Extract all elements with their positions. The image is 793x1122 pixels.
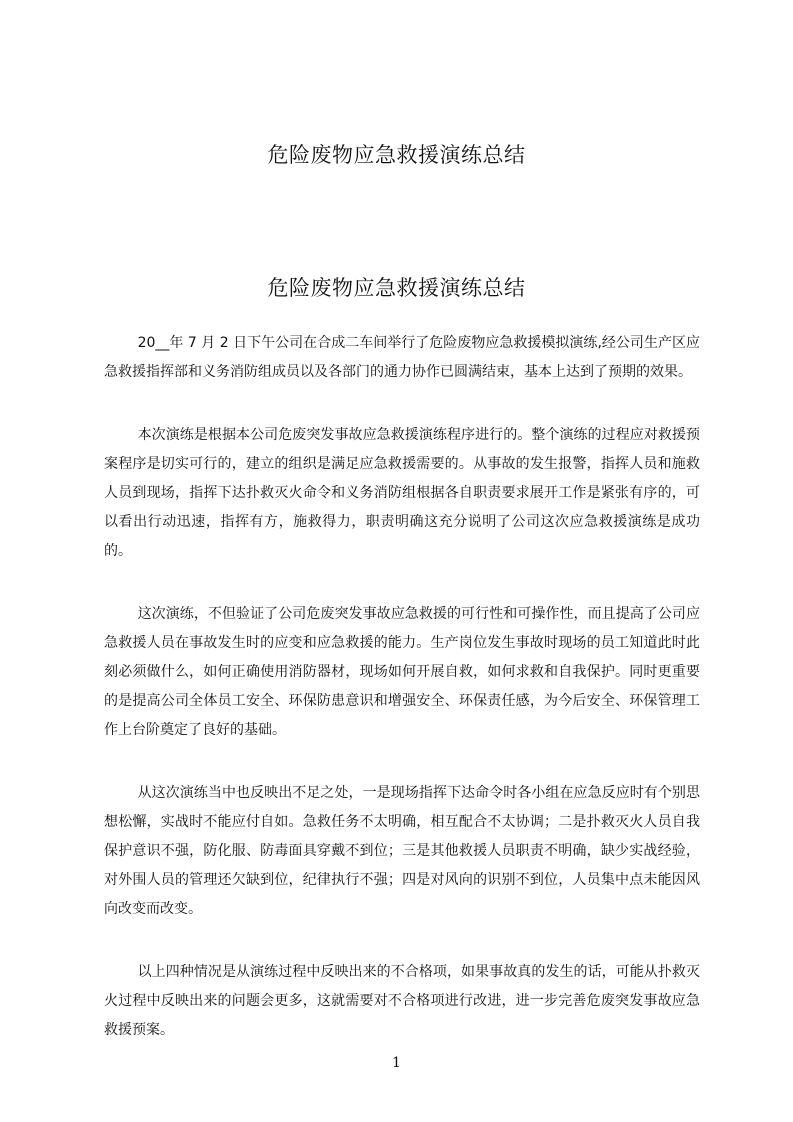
paragraph-1: 20__年 7 月 2 日下午公司在合成二车间举行了危险废物应急救援模拟演练,经公司生产区应急救援指挥部和义务消防组成员以及各部门的通力协作已圆满结束，基本上达到了预期的效果。 [104,335,700,380]
page-number: 1 [392,1055,401,1071]
paragraph-5: 以上四种情况是从演练过程中反映出来的不合格项，如果事故真的发生的话，可能从扑救灭火过程中反映出来的问题会更多，这就需要对不合格项进行改进，进一步完善危废突发事故应急救援预案。 [104,964,700,1038]
header-title: 危险废物应急救援演练总结 [267,143,526,167]
document-title: 危险废物应急救援演练总结 [267,276,526,300]
paragraph-4: 从这次演练当中也反映出不足之处，一是现场指挥下达命令时各小组在应急反应时有个别思想松懈，实战时不能应付自如。急救任务不太明确，相互配合不太协调；二是扑救灭火人员自我保护意识不强，防化服、防毒面具穿戴不到位；三是其他救援人员职责不明确，缺少实战经验，对外围人员的管理还欠缺到位，纪律执行不强；四是对风向的识别不到位，人员集中点未能因风向改变而改变。 [104,785,700,917]
paragraph-2: 本次演练是根据本公司危废突发事故应急救援演练程序进行的。整个演练的过程应对救援预案程序是切实可行的，建立的组织是满足应急救援需要的。从事故的发生报警，指挥人员和施救人员到现场，指挥下达扑救灭火命令和义务消防组根据各自职责要求展开工作是紧张有序的，可以看出行动迅速，指挥有方，施救得力，职责明确这充分说明了公司这次应急救援演练是成功的。 [104,427,700,559]
paragraph-3: 这次演练，不但验证了公司危废突发事故应急救援的可行性和可操作性，而且提高了公司应急救援人员在事故发生时的应变和应急救援的能力。生产岗位发生事故时现场的员工知道此时此刻必须做什么，如何正确使用消防器材，现场如何开展自救，如何求救和自我保护。同时更重要的是提高公司全体员工安全、环保防患意识和增强安全、环保责任感，为今后安全、环保管理工作上台阶奠定了良好的基础。 [104,606,700,738]
document-body [104,329,700,1079]
